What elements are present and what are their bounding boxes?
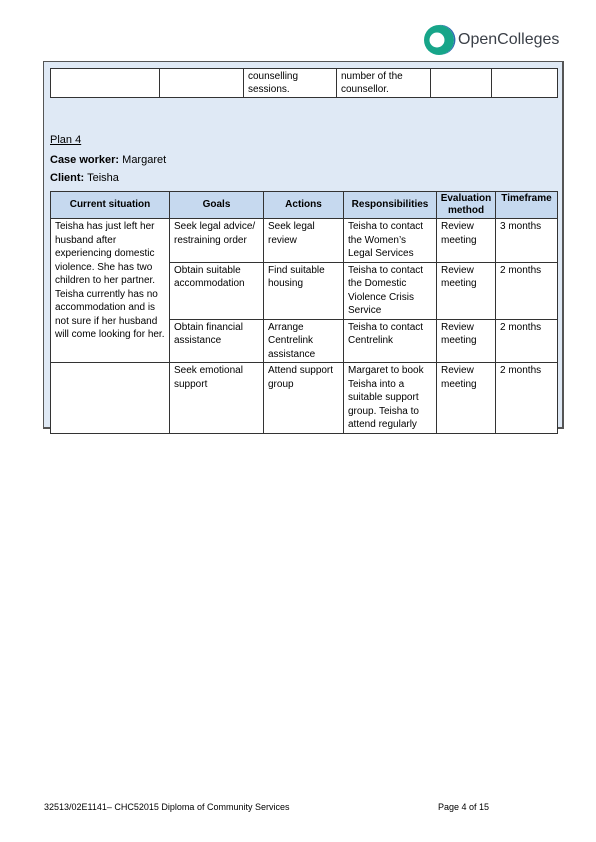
table-header-row: [51, 192, 558, 219]
client-value: Teisha: [87, 172, 119, 184]
timeframe-cell: 2 months: [496, 319, 558, 363]
current-situation-cell: Teisha has just left her husband after experiencing domestic violence. She has two children to her partner. Teisha currently has no accommodation and is not sure if her husband will come looking for her.: [51, 219, 170, 363]
timeframe-cell: 3 months: [496, 219, 558, 263]
evaluation-cell: Review meeting: [437, 219, 496, 263]
plan-title: Plan 4: [50, 134, 82, 146]
table-cell: [51, 69, 160, 98]
header-responsibilities: Responsibilities: [344, 192, 437, 219]
table-row: [51, 363, 558, 434]
client-line: [50, 172, 119, 184]
footer-course: 32513/02E1141– CHC52015 Diploma of Community Services: [44, 802, 290, 812]
responsibility-cell: Teisha to contact Centrelink: [344, 319, 437, 363]
table-cell: counselling sessions.: [244, 69, 337, 98]
responsibility-cell: Margaret to book Teisha into a suitable support group. Teisha to attend regularly: [344, 363, 437, 434]
evaluation-cell: Review meeting: [437, 262, 496, 319]
header-current-situation: Current situation: [51, 192, 170, 219]
header-actions: Actions: [264, 192, 344, 219]
goal-cell: Seek emotional support: [170, 363, 264, 434]
table-cell: [160, 69, 244, 98]
goal-cell: Obtain suitable accommodation: [170, 262, 264, 319]
evaluation-cell: Review meeting: [437, 363, 496, 434]
open-colleges-logo: [422, 22, 562, 60]
goal-cell: Seek legal advice/ restraining order: [170, 219, 264, 263]
table-cell: [431, 69, 492, 98]
footer-page-number: Page 4 of 15: [438, 802, 490, 812]
table-cell: [492, 69, 558, 98]
case-worker-line: [50, 154, 166, 166]
timeframe-cell: 2 months: [496, 262, 558, 319]
table-cell: number of the counsellor.: [337, 69, 431, 98]
case-worker-label: Case worker:: [50, 154, 120, 166]
case-worker-value: Margaret: [122, 154, 167, 166]
open-colleges-logo-icon: [422, 22, 456, 58]
responsibility-cell: Teisha to contact the Women’s Legal Services: [344, 219, 437, 263]
empty-cell: [51, 363, 170, 434]
responsibility-cell: Teisha to contact the Domestic Violence Crisis Service: [344, 262, 437, 319]
header-timeframe: Timeframe: [496, 192, 558, 219]
header-evaluation-method: Evaluation method: [437, 192, 496, 219]
plan-table: [50, 191, 558, 434]
action-cell: Attend support group: [264, 363, 344, 434]
action-cell: Arrange Centrelink assistance: [264, 319, 344, 363]
goal-cell: Obtain financial assistance: [170, 319, 264, 363]
timeframe-cell: 2 months: [496, 363, 558, 434]
header-goals: Goals: [170, 192, 264, 219]
action-cell: Seek legal review: [264, 219, 344, 263]
evaluation-cell: Review meeting: [437, 319, 496, 363]
table-row: [51, 69, 558, 98]
logo-text: OpenColleges: [458, 31, 560, 48]
client-label: Client:: [50, 172, 85, 184]
table-row: [51, 219, 558, 263]
continued-table: [50, 68, 558, 98]
action-cell: Find suitable housing: [264, 262, 344, 319]
